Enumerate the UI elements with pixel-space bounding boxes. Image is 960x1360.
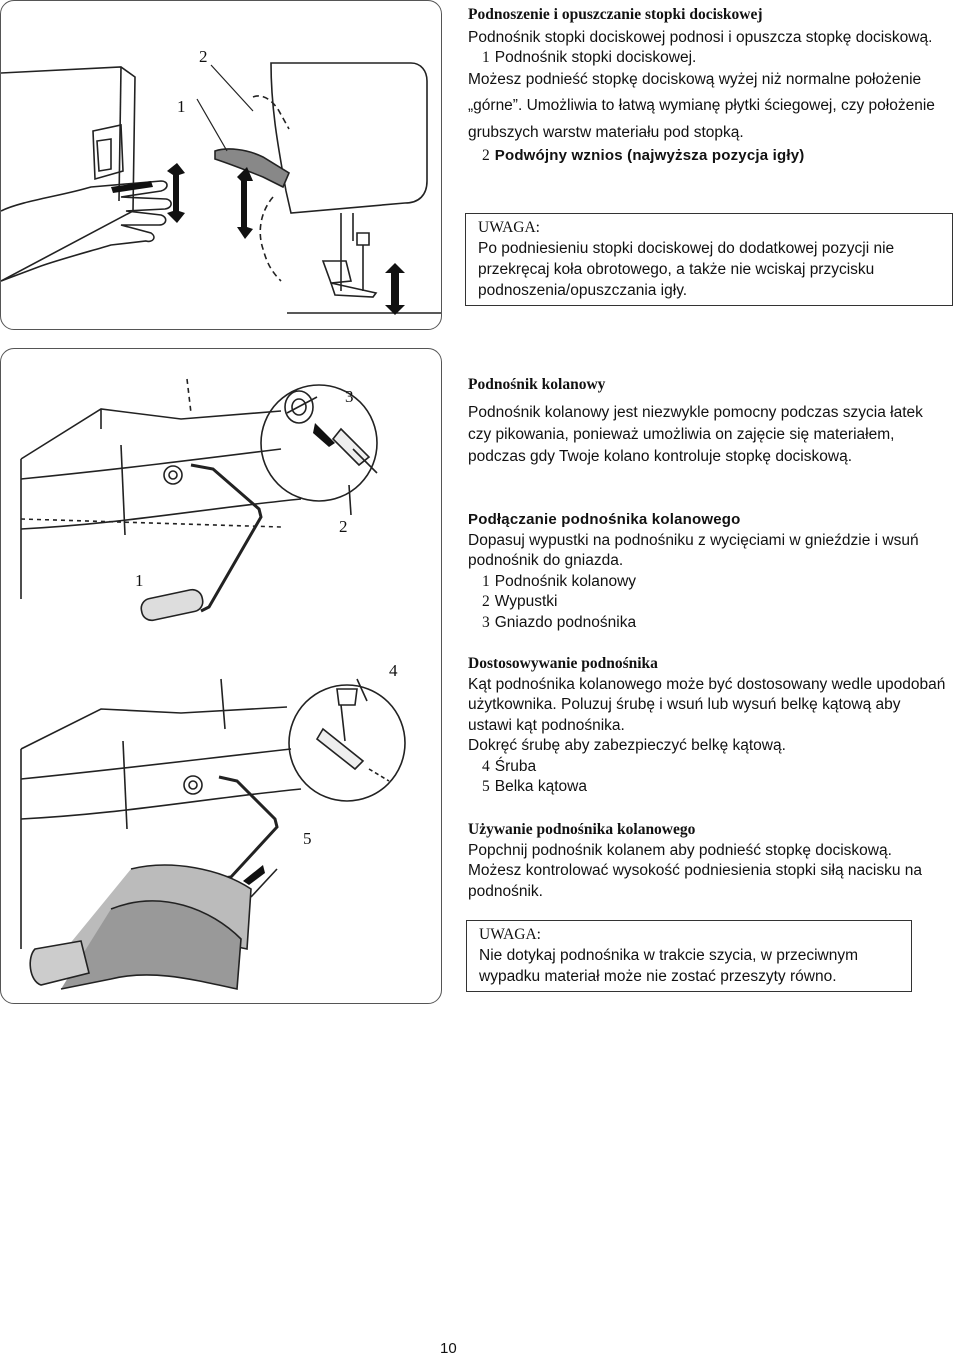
note-heading: UWAGA: <box>479 926 541 943</box>
attach-text: Dopasuj wypustki na podnośniku z wycięciami w gnieździe i wsuń podnośnik do gniazda. <box>468 531 919 569</box>
note-text: Nie dotykaj podnośnika w trakcie szycia, w przeciwnym wypadku materiał może nie zostać przeszyty równo. <box>479 947 859 985</box>
section2-intro: Podnośnik kolanowy jest niezwykle pomocny podczas szycia łatek czy pikowania, ponieważ umożliwia on zajęcie się materiałem, podczas gdy Twoje kolano kontroluje stopkę dociskową. <box>468 404 923 465</box>
section2-adjust-block <box>468 654 948 798</box>
item-text: Podwójny wznios (najwyższa pozycja igły) <box>494 147 805 164</box>
section2-heading: Podnośnik kolanowy <box>468 376 606 393</box>
item-number: 3 <box>482 613 490 631</box>
item-text: Belka kątowa <box>494 778 587 795</box>
section2-use-block <box>468 820 948 902</box>
section1-note-box <box>465 213 953 306</box>
attach-item-2 <box>468 592 948 613</box>
section2-note-box <box>466 920 912 992</box>
section2-intro-block <box>468 374 948 468</box>
item-number: 1 <box>482 572 490 590</box>
adjust-text-1: Kąt podnośnika kolanowego może być dostosowany wedle upodobań użytkownika. Poluzuj śrubę i wsuń lub wysuń belkę kątową aby ustawi kąt podnośnika. <box>468 675 946 734</box>
presser-foot-drawing <box>1 1 441 329</box>
callout-2: 2 <box>199 47 208 66</box>
adjust-item-4 <box>468 757 948 778</box>
callout-2-tabs: 2 <box>339 517 348 536</box>
item-text: Podnośnik kolanowy <box>494 572 637 590</box>
callout-4: 4 <box>389 661 398 680</box>
note-heading: UWAGA: <box>478 219 540 236</box>
use-text: Popchnij podnośnik kolanem aby podnieść stopkę dociskową. Możesz kontrolować wysokość podniesienia stopki siłą nacisku na podnośnik. <box>468 841 923 900</box>
adjust-item-5 <box>468 777 948 798</box>
note-text: Po podniesieniu stopki dociskowej do dodatkowej pozycji nie przekręcaj koła obrotowego, a także nie wciskaj przycisku podnoszenia/opuszczania igły. <box>478 240 895 299</box>
section2-attach-block <box>468 510 948 633</box>
item-number: 4 <box>482 757 490 775</box>
callout-1-lever: 1 <box>135 571 144 590</box>
callout-5: 5 <box>303 829 312 848</box>
attach-item-3 <box>468 613 948 634</box>
section1-item-2 <box>468 146 948 167</box>
item-number: 2 <box>482 147 490 164</box>
item-number: 5 <box>482 778 490 795</box>
use-heading: Używanie podnośnika kolanowego <box>468 821 696 838</box>
adjust-heading: Dostosowywanie podnośnika <box>468 655 658 672</box>
knee-lifter-drawing <box>1 349 441 1003</box>
item-text: Podnośnik stopki dociskowej. <box>494 49 697 66</box>
section1-intro: Podnośnik stopki dociskowej podnosi i opuszcza stopkę dociskową. <box>468 28 933 46</box>
callout-3: 3 <box>345 387 354 406</box>
section1-item-1 <box>468 48 948 69</box>
attach-item-1 <box>468 572 948 593</box>
knee-lifter-illustration <box>0 348 442 1004</box>
section1-text <box>468 5 948 167</box>
item-text: Wypustki <box>494 593 558 610</box>
presser-foot-illustration <box>0 0 442 330</box>
item-number: 2 <box>482 593 490 610</box>
callout-1: 1 <box>177 97 186 116</box>
item-text: Śruba <box>494 757 537 775</box>
section1-body: Możesz podnieść stopkę dociskową wyżej niż normalne położenie „górne”. Umożliwia to łatwą wymianę płytki ściegowej, czy położenie grubszych warstw materiału pod stopką. <box>468 70 935 141</box>
attach-heading: Podłączanie podnośnika kolanowego <box>468 511 741 528</box>
page-number: 10 <box>440 1340 457 1357</box>
item-number: 1 <box>482 49 490 66</box>
section1-heading: Podnoszenie i opuszczanie stopki dociskowej <box>468 6 763 23</box>
adjust-text-2: Dokręć śrubę aby zabezpieczyć belkę kątową. <box>468 737 786 754</box>
item-text: Gniazdo podnośnika <box>494 613 637 631</box>
